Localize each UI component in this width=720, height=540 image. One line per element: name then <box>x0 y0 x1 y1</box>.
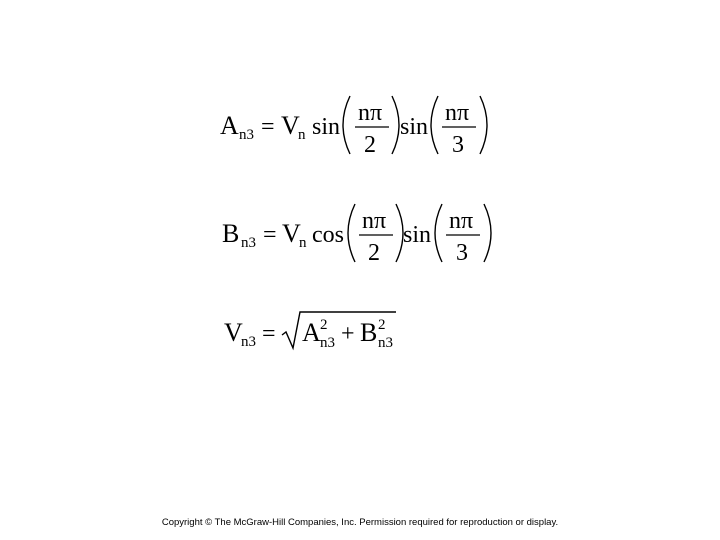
equation-b-n3-svg <box>220 202 520 282</box>
equation-a-n3-svg <box>218 90 518 170</box>
fraction-1-numerator: nπ <box>358 100 383 126</box>
lhs-symbol: A <box>220 111 239 140</box>
fraction-1-denominator: 2 <box>364 132 376 158</box>
lhs-symbol: B <box>222 219 240 248</box>
function-2: sin <box>400 114 429 140</box>
lhs-subscript: n3 <box>241 235 256 251</box>
right-paren-2 <box>480 96 487 154</box>
fraction-1-denominator: 2 <box>368 240 380 266</box>
equation-a-n3 <box>218 90 518 170</box>
equation-b-n3 <box>220 202 520 282</box>
equation-v-n3 <box>222 305 522 385</box>
fraction-2-denominator: 3 <box>456 240 468 266</box>
left-paren-2 <box>435 204 442 262</box>
fraction-2-numerator: nπ <box>449 208 474 234</box>
v-symbol: V <box>281 111 300 140</box>
function-2: sin <box>403 222 432 248</box>
right-paren-1 <box>396 204 403 262</box>
copyright-notice: Copyright © The McGraw-Hill Companies, Inc. Permission required for reproduction or display. <box>161 517 559 528</box>
a-symbol: A <box>302 318 321 347</box>
fraction-1-numerator: nπ <box>362 208 387 234</box>
v-subscript: n <box>299 235 307 251</box>
lhs-symbol: V <box>224 318 243 347</box>
equation-v-n3-svg <box>222 305 522 385</box>
lhs-subscript: n3 <box>239 127 254 143</box>
a-subscript: n3 <box>320 335 335 351</box>
function-1: sin <box>312 114 341 140</box>
a-superscript: 2 <box>320 317 328 333</box>
left-paren-1 <box>348 204 355 262</box>
b-symbol: B <box>360 318 378 347</box>
b-superscript: 2 <box>378 317 386 333</box>
equals-sign: = <box>262 321 276 347</box>
equals-sign: = <box>263 222 277 248</box>
function-1: cos <box>312 222 344 248</box>
right-paren-1 <box>392 96 399 154</box>
left-paren-1 <box>343 96 350 154</box>
right-paren-2 <box>484 204 491 262</box>
v-subscript: n <box>298 127 306 143</box>
b-subscript: n3 <box>378 335 393 351</box>
v-symbol: V <box>282 219 301 248</box>
plus-sign: + <box>341 321 355 347</box>
left-paren-2 <box>431 96 438 154</box>
fraction-2-denominator: 3 <box>452 132 464 158</box>
fraction-2-numerator: nπ <box>445 100 470 126</box>
lhs-subscript: n3 <box>241 334 256 350</box>
equals-sign: = <box>261 114 275 140</box>
